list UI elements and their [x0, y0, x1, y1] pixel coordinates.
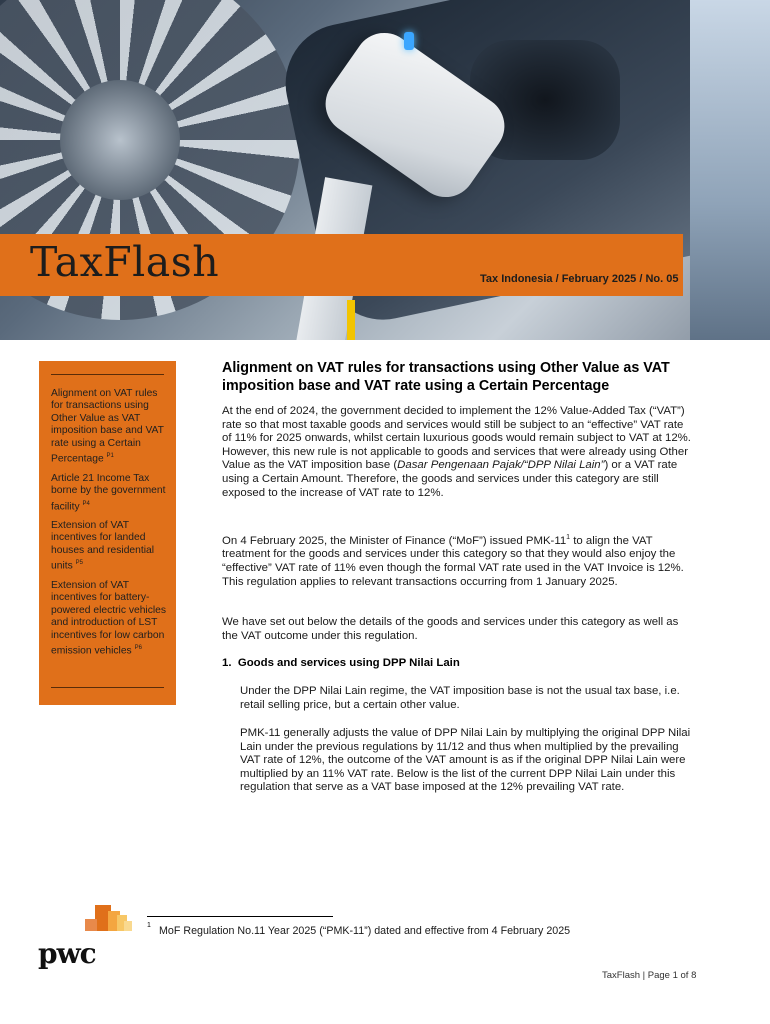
toc-item-landed-houses[interactable]	[51, 520, 169, 573]
toc-page-ref: P5	[75, 560, 83, 567]
publication-title: TaxFlash	[30, 238, 220, 286]
background-car-shape	[690, 0, 770, 340]
toc-page-ref: P6	[134, 645, 142, 652]
toc-item-article-21[interactable]	[51, 473, 169, 514]
paragraph-text: On 4 February 2025, the Minister of Finance (“MoF”) issued PMK-11	[222, 534, 567, 547]
charging-led	[404, 32, 414, 50]
section-heading: 1. Goods and services using DPP Nilai Lain	[222, 657, 460, 669]
paragraph-intro	[222, 405, 692, 500]
pwc-logo	[38, 905, 133, 975]
yellow-marker-shape	[347, 300, 355, 340]
toc-item-label: Alignment on VAT rules for transactions using Other Value as VAT imposition base and VAT rate using a Certain Percentage	[51, 388, 164, 465]
footnote-ref: 1	[566, 534, 571, 541]
logo-block-tangerine	[85, 919, 97, 931]
paragraph-dpp-regime: Under the DPP Nilai Lain regime, the VAT imposition base is not the usual tax base, i.e. retail selling price, but a certain other value.	[240, 685, 680, 711]
issue-info: Tax Indonesia / February 2025 / No. 05	[480, 273, 679, 285]
paragraph-details: We have set out below the details of the goods and services under this category as well as the VAT outcome under this regulation.	[222, 616, 679, 642]
toc-item-label: Article 21 Income Tax borne by the government facility	[51, 473, 166, 513]
toc-item-electric-vehicles[interactable]	[51, 580, 169, 658]
logo-block-light	[124, 921, 132, 931]
paragraph-pmk11-adjustment: PMK-11 generally adjusts the value of DPP Nilai Lain by multiplying the original DPP Nilai Lain under the previous regulations by 11/12 and thus when multiplied by the prevailing VAT rate of 12%, the outcome of the VAT amount is as if the original DPP Nilai Lain were multiplied by an 11% VAT rate. Below is the list of the current DPP Nilai Lain under this regulation that serve as a VAT base imposed at the 12% prevailing VAT rate.	[240, 727, 691, 794]
paragraph-text: to align the VAT treatment for the goods and services under this category so that they would also enjoy the “effective” VAT rate of 11% even though the formal VAT rate used in the VAT Invoice is 12%. This regulation applies to relevant transactions occurring from 1 January 2025.	[222, 534, 684, 588]
toc-item-vat-alignment[interactable]	[51, 388, 169, 466]
logo-wordmark: pwc	[38, 937, 96, 970]
footnote-text: MoF Regulation No.11 Year 2025 (“PMK-11”) dated and effective from 4 February 2025	[159, 925, 571, 937]
article	[222, 359, 692, 395]
paragraph-mof-regulation	[222, 531, 692, 589]
toc-item-label: Extension of VAT incentives for battery-powered electric vehicles and introduction of LST incentives for low carbon emission vehicles	[51, 580, 167, 657]
toc-item-label: Extension of VAT incentives for landed houses and residential units	[51, 520, 155, 572]
paragraph-text: ) or a VAT rate using a Certain Amount. Therefore, the goods and services under this category are still exposed to the increase of VAT rate to 12%.	[222, 459, 678, 499]
toc-page-ref: P1	[106, 453, 114, 460]
footnote-number: 1	[147, 922, 151, 929]
wheel-hub-shape	[60, 80, 180, 200]
italic-term: Dasar Pengenaan Pajak/“DPP Nilai Lain”	[397, 459, 605, 472]
sidebar-top-rule	[51, 374, 164, 375]
paragraph-text: At the end of 2024, the government decided to implement the 12% Value-Added Tax (“VAT”) rate so that most taxable goods and services would still be subject to an “effective” VAT rate of 11% for 2025 onwards, whilst certain luxurious goods would remain subject to VAT at 12%. However, this new rule is not applicable to goods and services that were already using Other Value as the VAT imposition base (	[222, 405, 691, 472]
page-number: TaxFlash | Page 1 of 8	[602, 970, 697, 981]
toc-page-ref: P4	[82, 500, 90, 507]
article-headline: Alignment on VAT rules for transactions using Other Value as VAT imposition base and VAT rate using a Certain Percentage	[222, 360, 670, 394]
sidebar-bottom-rule	[51, 687, 164, 688]
footnote-rule	[147, 916, 333, 917]
